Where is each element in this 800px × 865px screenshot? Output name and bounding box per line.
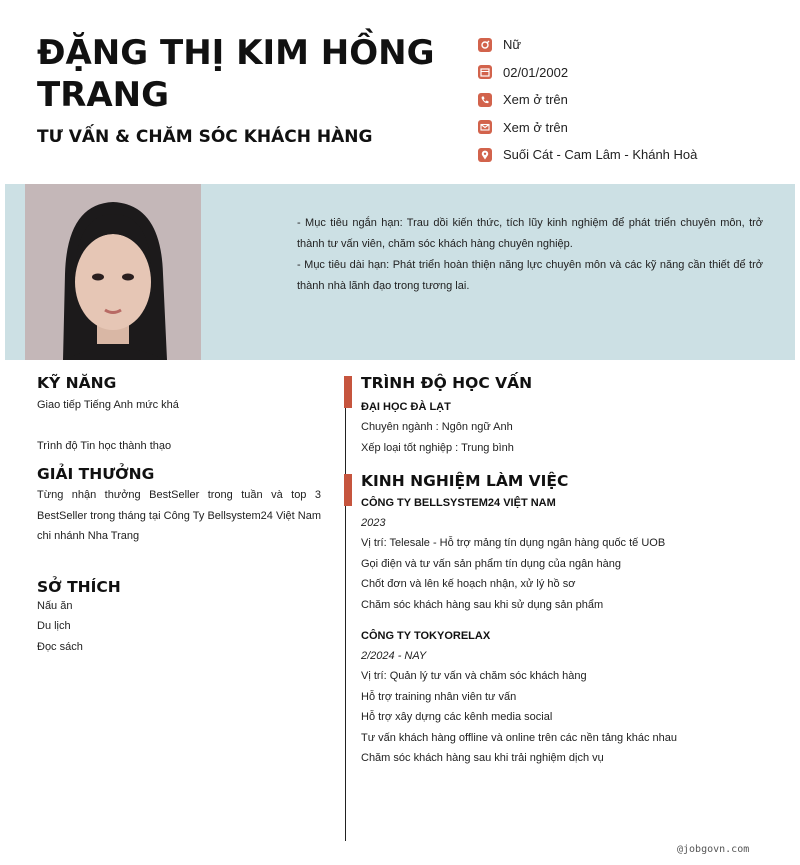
section-accent-bar: [344, 376, 352, 408]
hobby-item: Du lịch: [37, 620, 71, 632]
section-accent-bar: [344, 474, 352, 506]
skills-heading: KỸ NĂNG: [37, 374, 117, 392]
experience-heading: KINH NGHIỆM LÀM VIỆC: [361, 472, 569, 490]
contact-info: [478, 31, 697, 169]
gender-icon: [478, 38, 492, 52]
job-company: CÔNG TY BELLSYSTEM24 VIỆT NAM: [361, 497, 556, 509]
contact-birthday: [478, 59, 697, 87]
contact-phone-value: Xem ở trên: [503, 92, 568, 108]
job-detail: Vị trí: Telesale - Hỗ trợ mảng tín dụng ngân hàng quốc tế UOB: [361, 537, 666, 549]
hobby-item: Nấu ăn: [37, 599, 73, 612]
job-detail: Gọi điện và tư vấn sản phẩm tín dụng của ngân hàng: [361, 557, 621, 570]
awards-heading: GIẢI THƯỞNG: [37, 465, 155, 483]
job-detail: Tư vấn khách hàng offline và online trên các nền tảng khác nhau: [361, 731, 677, 744]
left-column: [37, 374, 321, 657]
skill-item: Trình độ Tin học thành thạo: [37, 439, 172, 452]
objective-long-term: - Mục tiêu dài hạn: Phát triển hoàn thiện năng lực chuyên môn và các kỹ năng cần thiết để trở thành nhà lãnh đạo trong tương lai.: [297, 259, 763, 292]
location-icon: [478, 148, 492, 162]
phone-icon: [478, 93, 492, 107]
hobby-item: Đọc sách: [37, 640, 83, 653]
job-detail: Hỗ trợ training nhân viên tư vấn: [361, 690, 517, 703]
education-grade: Xếp loại tốt nghiệp : Trung bình: [361, 441, 514, 454]
objective-short-term: - Mục tiêu ngắn hạn: Trau dồi kiến thức, tích lũy kinh nghiệm để phát triển chuyên môn, trở thành tư vấn viên, chăm sóc khách hàng chuyên nghiệp.: [297, 217, 763, 250]
email-icon: [478, 120, 492, 134]
job-detail: Hỗ trợ xây dựng các kênh media social: [361, 711, 553, 723]
contact-gender: [478, 31, 697, 59]
candidate-name: ĐẶNG THỊ KIM HỒNG TRANG: [37, 33, 435, 115]
contact-email-value: Xem ở trên: [503, 119, 568, 135]
job-entry: [361, 493, 781, 615]
job-entry: [361, 626, 781, 769]
experience-section: [344, 474, 781, 769]
education-section: [344, 376, 781, 458]
job-detail: Chăm sóc khách hàng sau khi trải nghiệm dịch vụ: [361, 752, 604, 764]
education-major: Chuyên ngành : Ngôn ngữ Anh: [361, 421, 513, 433]
school-name: ĐẠI HỌC ĐÀ LẠT: [361, 401, 451, 413]
job-detail: Chốt đơn và lên kế hoạch nhận, xử lý hồ sơ: [361, 578, 576, 590]
contact-address: [478, 141, 697, 169]
job-period: 2023: [361, 517, 386, 529]
job-company: CÔNG TY TOKYORELAX: [361, 630, 491, 642]
contact-address-value: Suối Cát - Cam Lâm - Khánh Hoà: [503, 147, 698, 163]
job-title: TƯ VẤN & CHĂM SÓC KHÁCH HÀNG: [37, 127, 373, 147]
contact-phone: [478, 86, 697, 114]
watermark: @jobgovn.com: [677, 844, 750, 855]
contact-gender-value: Nữ: [503, 37, 522, 53]
awards-text: Từng nhận thưởng BestSeller trong tuần và top 3 BestSeller trong tháng tại Công Ty Bellsystem24 Việt Nam chi nhánh Nha Trang: [37, 489, 321, 542]
hobbies-heading: SỞ THÍCH: [37, 577, 121, 596]
job-detail: Vị trí: Quản lý tư vấn và chăm sóc khách hàng: [361, 670, 587, 682]
contact-birthday-value: 02/01/2002: [503, 64, 569, 80]
profile-photo: [25, 184, 201, 360]
education-heading: TRÌNH ĐỘ HỌC VẤN: [361, 374, 533, 392]
calendar-icon: [478, 65, 492, 79]
career-objective: [297, 213, 763, 297]
job-detail: Chăm sóc khách hàng sau khi sử dụng sản phẩm: [361, 598, 604, 611]
skill-item: Giao tiếp Tiếng Anh mức khá: [37, 399, 179, 411]
contact-email: [478, 114, 697, 142]
job-period: 2/2024 - NAY: [361, 650, 427, 662]
